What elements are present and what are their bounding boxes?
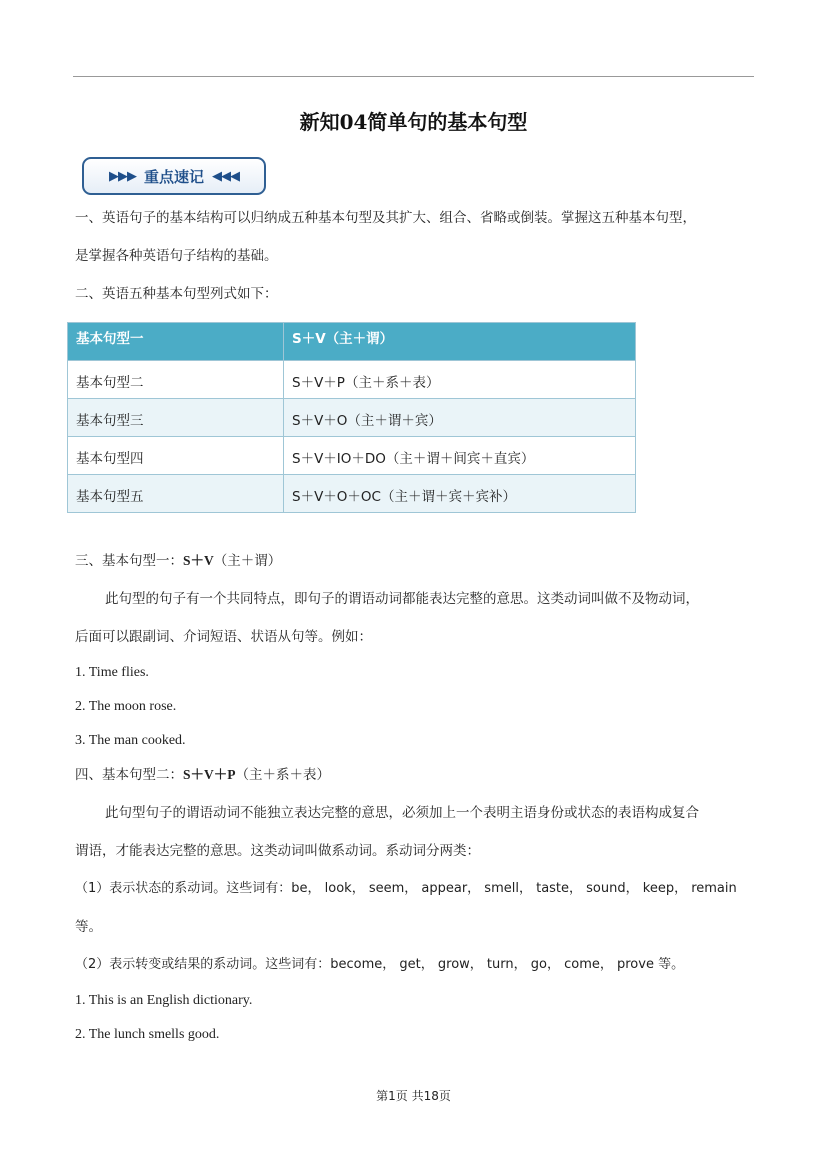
table-row [68,323,636,361]
pattern-formula: S＋V＋P（主＋系＋表） [284,361,636,399]
pattern-name: 基本句型五 [68,475,284,513]
intro-list-heading: 二、英语五种基本句型列式如下： [75,286,278,302]
page-number: 第1页 共18页 [376,1089,451,1103]
pattern-name: 基本句型一 [68,323,284,361]
sentence-patterns-table [67,322,636,513]
list-item: 1. This is an English dictionary. [75,993,253,1008]
pattern-formula: S＋V＋O（主＋谓＋宾） [284,399,636,437]
list-item: 1. Time flies. [75,665,149,680]
header-rule [73,76,754,77]
list-item: 2. The moon rose. [75,699,177,714]
pattern-formula: S＋V＋IO＋DO（主＋谓＋间宾＋直宾） [284,437,636,475]
intro-paragraph-line2: 是掌握各种英语句子结构的基础。 [75,248,278,264]
table-row [68,361,636,399]
section4-heading-suffix: （主＋系＋表） [235,767,331,783]
section3-heading-suffix: （主＋谓） [213,553,282,569]
section3-heading-formula: S＋V [183,553,214,568]
left-arrows-icon: ◀◀◀ [212,168,239,184]
section3-heading-prefix: 三、基本句型一： [75,553,183,569]
section4-heading [75,765,330,785]
badge-label: 重点速记 [143,167,204,186]
pattern-formula: S＋V（主＋谓） [284,323,636,361]
section4-heading-formula: S＋V＋P [183,767,236,782]
section4-desc-line2: 谓语，才能表达完整的意思。这类动词叫做系动词。系动词分两类： [75,843,480,859]
pattern-name: 基本句型四 [68,437,284,475]
section3-desc-line2: 后面可以跟副词、介词短语、状语从句等。例如： [75,629,372,645]
section4-type1-line2: 等。 [75,919,102,935]
key-points-badge [82,157,266,195]
page-title: 新知04简单句的基本句型 [299,110,528,134]
section4-type2: （2）表示转变或结果的系动词。这些词有：become， get， grow， turn， go， come， prove 等。 [75,957,685,972]
pattern-name: 基本句型二 [68,361,284,399]
section4-type1-line1: （1）表示状态的系动词。这些词有：be， look， seem， appear， smell， taste， sound， keep， remain [75,881,737,896]
section3-desc-line1: 此句型的句子有一个共同特点，即句子的谓语动词都能表达完整的意思。这类动词叫做不及物动词， [105,591,699,607]
section4-desc-line1: 此句型句子的谓语动词不能独立表达完整的意思，必须加上一个表明主语身份或状态的表语构成复合 [105,805,699,821]
intro-paragraph-line1: 一、英语句子的基本结构可以归纳成五种基本句型及其扩大、组合、省略或倒装。掌握这五种基本句型， [75,210,696,226]
section4-heading-prefix: 四、基本句型二： [75,767,183,783]
list-item: 3. The man cooked. [75,733,186,748]
right-arrows-icon: ▶▶▶ [108,168,136,184]
pattern-name: 基本句型三 [68,399,284,437]
section3-heading [75,551,281,571]
table-row [68,399,636,437]
table-row [68,475,636,513]
list-item: 2. The lunch smells good. [75,1027,220,1042]
table-row [68,437,636,475]
pattern-formula: S＋V＋O＋OC（主＋谓＋宾＋宾补） [284,475,636,513]
